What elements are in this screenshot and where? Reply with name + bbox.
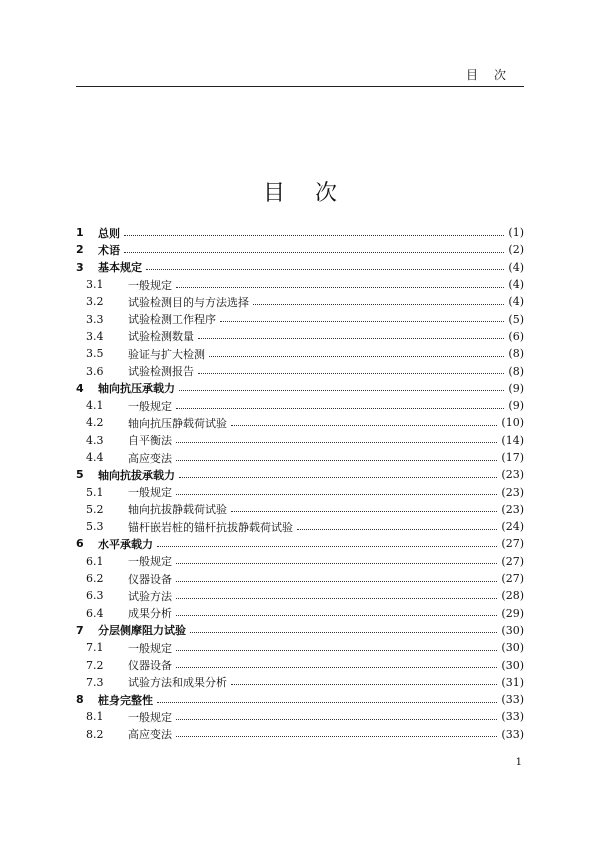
toc-entry-number: 4 <box>76 381 84 395</box>
dot-leader <box>231 683 497 685</box>
running-title: 目次 <box>465 68 522 82</box>
toc-entry-number: 2 <box>76 243 84 257</box>
toc-entry-title: 试验检测数量 <box>128 330 194 344</box>
dot-leader <box>198 372 504 374</box>
toc-entry-number: 7.1 <box>86 641 104 655</box>
toc-entry-title: 术语 <box>98 243 120 257</box>
toc-entry-title: 试验方法和成果分析 <box>128 676 227 690</box>
dot-leader <box>209 355 504 357</box>
dot-leader <box>157 545 497 547</box>
toc-section-entry[interactable] <box>76 518 524 535</box>
toc-entry-number: 3.5 <box>86 347 104 361</box>
toc-chapter-entry[interactable] <box>76 691 524 708</box>
page-title: 目次 <box>262 181 367 206</box>
toc-entry-number: 5 <box>76 468 84 482</box>
toc-chapter-entry[interactable] <box>76 224 524 241</box>
toc-entry-page: (9) <box>508 381 524 395</box>
toc-entry-page: (33) <box>501 727 524 741</box>
toc-entry-page: (24) <box>501 520 524 534</box>
dot-leader <box>176 562 497 564</box>
toc-entry-page: (29) <box>501 606 524 620</box>
toc-entry-title: 总则 <box>98 226 120 240</box>
dot-leader <box>176 286 504 288</box>
toc-entry-title: 仪器设备 <box>128 572 172 586</box>
toc-entry-title: 试验方法 <box>128 589 172 603</box>
dot-leader <box>231 510 497 512</box>
toc-entry-number: 3.1 <box>86 278 104 292</box>
toc-entry-page: (23) <box>501 502 524 516</box>
toc-chapter-entry[interactable] <box>76 259 524 276</box>
dot-leader <box>157 701 497 703</box>
toc-section-entry[interactable] <box>76 276 524 293</box>
toc-entry-number: 4.3 <box>86 433 104 447</box>
toc-section-entry[interactable] <box>76 449 524 466</box>
toc-entry-page: (33) <box>501 693 524 707</box>
dot-leader <box>176 597 497 599</box>
toc-chapter-entry[interactable] <box>76 241 524 258</box>
toc-entry-title: 分层侧摩阻力试验 <box>98 624 186 638</box>
dot-leader <box>176 666 497 668</box>
toc-entry-number: 1 <box>76 226 84 240</box>
toc-entry-number: 4.1 <box>86 399 104 413</box>
dot-leader <box>146 268 504 270</box>
toc-section-entry[interactable] <box>76 674 524 691</box>
toc-entry-page: (31) <box>501 675 524 689</box>
toc-entry-number: 5.1 <box>86 485 104 499</box>
dot-leader <box>176 614 497 616</box>
toc-section-entry[interactable] <box>76 570 524 587</box>
running-header <box>76 64 524 87</box>
dot-leader <box>124 234 504 236</box>
toc-entry-title: 一般规定 <box>128 555 172 569</box>
toc-entry-title: 自平衡法 <box>128 434 172 448</box>
toc-entry-page: (23) <box>501 485 524 499</box>
dot-leader <box>176 407 504 409</box>
toc-section-entry[interactable] <box>76 328 524 345</box>
toc-entry-number: 6.4 <box>86 606 104 620</box>
toc-section-entry[interactable] <box>76 726 524 743</box>
toc-entry-number: 4.2 <box>86 416 104 430</box>
toc-entry-title: 成果分析 <box>128 607 172 621</box>
toc-entry-title: 试验检测工作程序 <box>128 313 216 327</box>
dot-leader <box>220 320 504 322</box>
page-number: 1 <box>515 757 522 768</box>
toc-entry-number: 3.3 <box>86 312 104 326</box>
toc-entry-number: 3.2 <box>86 295 104 309</box>
toc-entry-page: (27) <box>501 572 524 586</box>
toc-entry-number: 3.4 <box>86 329 104 343</box>
toc-entry-title: 一般规定 <box>128 641 172 655</box>
toc-section-entry[interactable] <box>76 310 524 327</box>
dot-leader <box>179 389 504 391</box>
toc-entry-page: (8) <box>508 347 524 361</box>
dot-leader <box>198 337 504 339</box>
toc-entry-page: (9) <box>508 399 524 413</box>
toc-entry-title: 试验检测报告 <box>128 365 194 379</box>
toc-entry-number: 7 <box>76 623 84 637</box>
toc-entry-page: (6) <box>508 329 524 343</box>
dot-leader <box>231 424 497 426</box>
toc-entry-page: (8) <box>508 364 524 378</box>
toc-entry-page: (1) <box>508 226 524 240</box>
toc-entry-number: 8.2 <box>86 727 104 741</box>
toc-section-entry[interactable] <box>76 362 524 379</box>
toc-entry-title: 一般规定 <box>128 486 172 500</box>
toc-entry-page: (30) <box>501 623 524 637</box>
toc-section-entry[interactable] <box>76 501 524 518</box>
toc-entry-title: 锚杆嵌岩桩的锚杆抗拔静载荷试验 <box>128 520 293 534</box>
toc-entry-page: (27) <box>501 554 524 568</box>
dot-leader <box>176 718 497 720</box>
toc-entry-title: 高应变法 <box>128 451 172 465</box>
toc-section-entry[interactable] <box>76 587 524 604</box>
dot-leader <box>124 251 504 253</box>
dot-leader <box>176 580 497 582</box>
dot-leader <box>179 476 497 478</box>
dot-leader <box>176 649 497 651</box>
dot-leader <box>176 735 497 737</box>
toc-entry-page: (14) <box>501 433 524 447</box>
toc-entry-number: 6.3 <box>86 589 104 603</box>
toc-entry-number: 5.2 <box>86 502 104 516</box>
toc-section-entry[interactable] <box>76 345 524 362</box>
toc-entry-page: (30) <box>501 658 524 672</box>
toc-entry-page: (33) <box>501 710 524 724</box>
toc-entry-title: 验证与扩大检测 <box>128 347 205 361</box>
toc-entry-number: 6 <box>76 537 84 551</box>
toc-section-entry[interactable] <box>76 483 524 500</box>
toc-entry-title: 轴向抗压承载力 <box>98 382 175 396</box>
toc-section-entry[interactable] <box>76 656 524 673</box>
toc-chapter-entry[interactable] <box>76 535 524 552</box>
dot-leader <box>176 493 497 495</box>
toc-entry-title: 一般规定 <box>128 278 172 292</box>
toc-entry-number: 6.1 <box>86 554 104 568</box>
toc-entry-title: 轴向抗拔静载荷试验 <box>128 503 227 517</box>
toc-entry-page: (28) <box>501 589 524 603</box>
toc-entry-page: (10) <box>501 416 524 430</box>
toc-entry-title: 轴向抗压静载荷试验 <box>128 416 227 430</box>
toc-entry-title: 仪器设备 <box>128 659 172 673</box>
toc-entry-page: (4) <box>508 278 524 292</box>
toc-chapter-entry[interactable] <box>76 622 524 639</box>
toc-entry-number: 5.3 <box>86 520 104 534</box>
dot-leader <box>297 528 497 530</box>
toc-entry-number: 7.3 <box>86 675 104 689</box>
table-of-contents <box>76 224 524 743</box>
toc-entry-page: (2) <box>508 243 524 257</box>
toc-entry-number: 8 <box>76 693 84 707</box>
toc-section-entry[interactable] <box>76 639 524 656</box>
dot-leader <box>176 441 497 443</box>
toc-entry-number: 4.4 <box>86 451 104 464</box>
toc-chapter-entry[interactable] <box>76 466 524 483</box>
toc-entry-number: 8.1 <box>86 710 104 724</box>
toc-section-entry[interactable] <box>76 293 524 310</box>
toc-section-entry[interactable] <box>76 605 524 622</box>
toc-chapter-entry[interactable] <box>76 380 524 397</box>
toc-section-entry[interactable] <box>76 414 524 431</box>
toc-entry-page: (23) <box>501 468 524 482</box>
toc-entry-title: 试验检测目的与方法选择 <box>128 295 249 309</box>
toc-entry-number: 3 <box>76 260 84 274</box>
toc-entry-title: 水平承载力 <box>98 537 153 551</box>
dot-leader <box>176 459 497 461</box>
toc-entry-title: 基本规定 <box>98 261 142 275</box>
toc-entry-title: 一般规定 <box>128 710 172 724</box>
toc-section-entry[interactable] <box>76 708 524 725</box>
toc-section-entry[interactable] <box>76 553 524 570</box>
toc-entry-page: (30) <box>501 641 524 655</box>
toc-entry-title: 一般规定 <box>128 399 172 413</box>
toc-entry-number: 3.6 <box>86 364 104 378</box>
toc-entry-title: 高应变法 <box>128 728 172 742</box>
toc-entry-title: 桩身完整性 <box>98 693 153 707</box>
toc-entry-page: (17) <box>501 451 524 464</box>
toc-entry-title: 轴向抗拔承载力 <box>98 468 175 482</box>
toc-section-entry[interactable] <box>76 432 524 449</box>
dot-leader <box>190 631 497 633</box>
toc-entry-number: 7.2 <box>86 658 104 672</box>
toc-entry-page: (4) <box>508 260 524 274</box>
dot-leader <box>253 303 504 305</box>
toc-entry-page: (27) <box>501 537 524 551</box>
toc-entry-number: 6.2 <box>86 572 104 586</box>
toc-section-entry[interactable] <box>76 397 524 414</box>
toc-entry-page: (4) <box>508 295 524 309</box>
toc-entry-page: (5) <box>508 312 524 326</box>
